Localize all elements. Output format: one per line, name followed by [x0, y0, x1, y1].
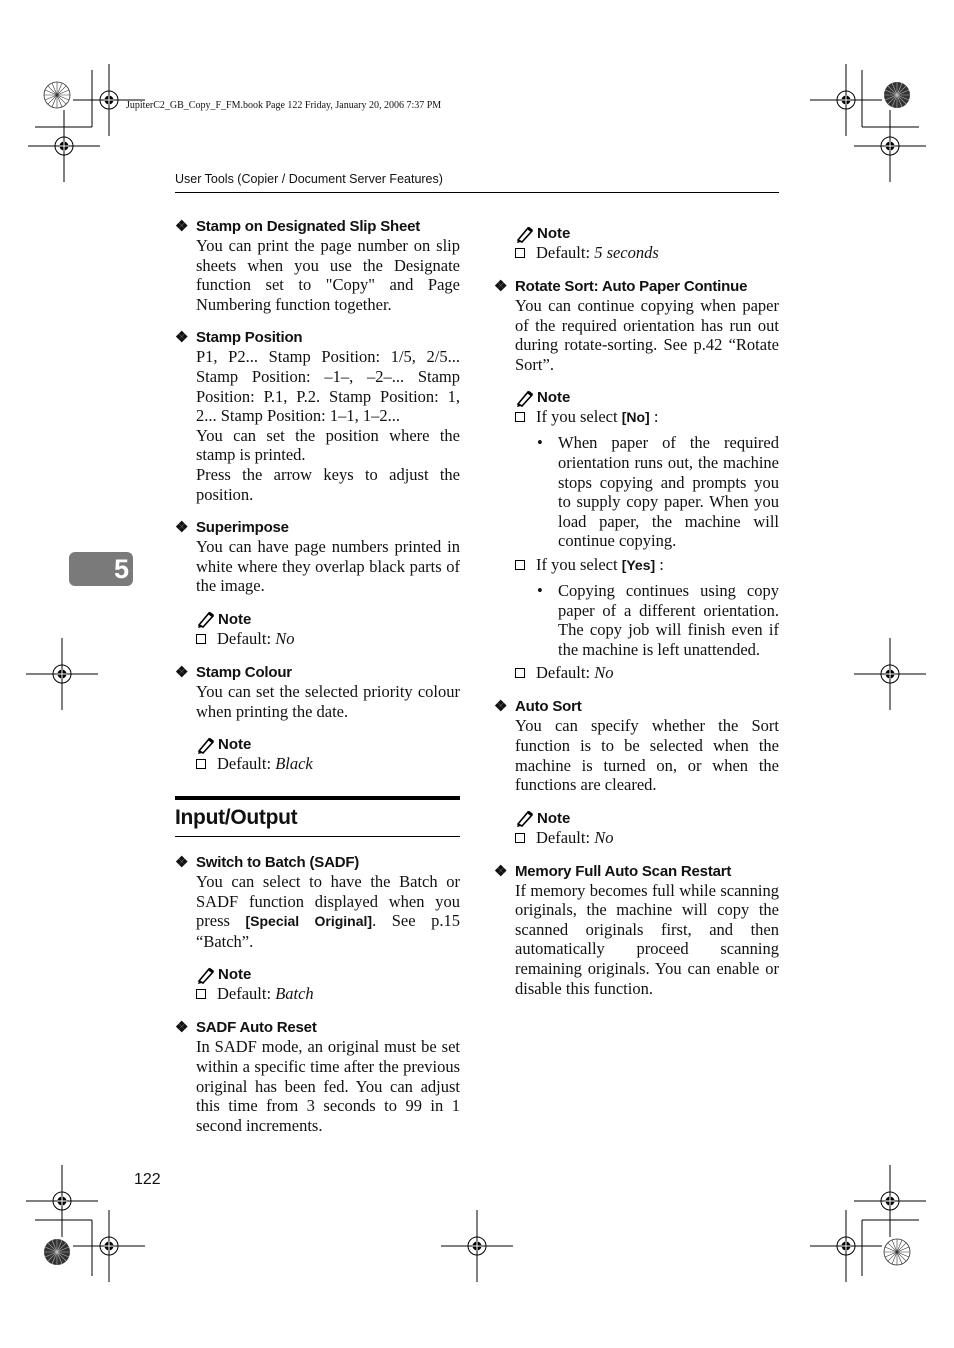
- note-auto-sort: [515, 809, 779, 848]
- item-stamp-colour: [175, 663, 460, 721]
- bullet-text: Copying continues using copy paper of a different orientation. The copy job will finish even if the machine is left unattended.: [558, 580, 779, 659]
- section-input-output: [175, 796, 460, 837]
- checkbox-square-icon: [515, 668, 525, 678]
- item-superimpose: [175, 518, 460, 596]
- diamond-bullet-icon: ❖: [175, 519, 189, 537]
- default-label: Default:: [217, 628, 272, 648]
- item-stamp-slip-sheet: [175, 217, 460, 314]
- list-item: [537, 433, 779, 551]
- item-body: P1, P2... Stamp Position: 1/5, 2/5... Stamp Position: –1–, –2–... Stamp Position: P.1, P.2. Stamp Position: 1, 2... Stamp Position: 1–1, 1–2...: [196, 347, 460, 426]
- default-value: Batch: [275, 984, 314, 1004]
- diamond-bullet-icon: ❖: [175, 1019, 189, 1037]
- default-label: Default:: [536, 663, 591, 683]
- item-body: You can print the page number on slip sheets when you use the Designate function set to "Copy" and Page Numbering function together.: [196, 236, 460, 314]
- diamond-bullet-icon: ❖: [175, 663, 189, 681]
- body-text-part: You can select to have the Batch or SADF function displayed when you press: [196, 872, 460, 931]
- diamond-bullet-icon: ❖: [175, 329, 189, 347]
- default-value: 5 seconds: [594, 243, 659, 262]
- note-switch-to-batch: [196, 965, 460, 1004]
- checkbox-square-icon: [515, 412, 525, 422]
- note-rotate-sort: [515, 388, 779, 683]
- chapter-tab: 5: [69, 552, 133, 586]
- item-stamp-position: [175, 328, 460, 504]
- item-body: If memory becomes full while scanning originals, the machine will copy the scanned originals first, and then automatically proceed scanning remaining originals. You can enable or disable this function.: [515, 880, 779, 998]
- pencil-icon: [515, 809, 535, 827]
- item-title: Memory Full Auto Scan Restart: [515, 862, 732, 880]
- default-label: Default:: [536, 243, 591, 262]
- item-body: You can have page numbers printed in white where they overlap black parts of the image.: [196, 537, 460, 596]
- page-number: 122: [134, 1171, 161, 1188]
- item-title: SADF Auto Reset: [196, 1019, 317, 1037]
- item-body: Press the arrow keys to adjust the position.: [196, 464, 460, 504]
- note-text: If you select: [536, 407, 618, 427]
- list-item: [537, 581, 779, 659]
- bullet-text: When paper of the required orientation runs out, the machine stops copying and prompts you to supply copy paper. When you load paper, the machine will continue copying.: [558, 433, 779, 551]
- header-rule: [175, 192, 779, 193]
- note-label: Note: [218, 966, 252, 984]
- item-title: Switch to Batch (SADF): [196, 854, 360, 872]
- note-superimpose: [196, 610, 460, 649]
- running-header: User Tools (Copier / Document Server Features): [175, 172, 443, 186]
- default-value: No: [594, 663, 614, 683]
- item-auto-sort: [494, 697, 779, 794]
- pencil-icon: [515, 225, 535, 243]
- default-value: Black: [275, 754, 313, 774]
- diamond-bullet-icon: ❖: [494, 862, 508, 880]
- key-label: [Yes]: [621, 556, 656, 573]
- item-body: You can specify whether the Sort function is to be selected when the machine is turned on, or when the functions are cleared.: [515, 716, 779, 795]
- right-column: [494, 224, 779, 1012]
- checkbox-square-icon: [515, 833, 525, 843]
- default-label: Default:: [217, 984, 272, 1004]
- item-title: Stamp Position: [196, 329, 303, 347]
- checkbox-square-icon: [196, 634, 206, 644]
- item-switch-to-batch: [175, 853, 460, 951]
- note-label: Note: [537, 809, 571, 827]
- item-title: Stamp Colour: [196, 663, 292, 681]
- diamond-bullet-icon: ❖: [175, 854, 189, 872]
- note-label: Note: [218, 610, 252, 628]
- key-label: [Special Original]: [245, 913, 373, 930]
- checkbox-square-icon: [515, 248, 525, 258]
- note-label: Note: [218, 736, 252, 754]
- note-stamp-colour: [196, 735, 460, 774]
- item-body: You can continue copying when paper of the required orientation has run out during rotate-sorting. See p.42 “Rotate Sort”.: [515, 296, 779, 374]
- note-text: :: [653, 407, 659, 427]
- key-label: [No]: [621, 409, 650, 426]
- note-label: Note: [537, 389, 571, 407]
- note-label: Note: [537, 225, 571, 242]
- item-sadf-auto-reset: [175, 1018, 460, 1135]
- bullet-dot-icon: •: [537, 580, 543, 600]
- diamond-bullet-icon: ❖: [175, 218, 189, 235]
- item-body: You can set the selected priority colour when printing the date.: [196, 681, 460, 721]
- pencil-icon: [196, 610, 216, 628]
- pencil-icon: [515, 389, 535, 407]
- default-label: Default:: [536, 827, 591, 847]
- item-body: In SADF mode, an original must be set within a specific time after the previous original has been fed. You can adjust this time from 3 seconds to 99 in 1 second increments.: [196, 1037, 460, 1135]
- default-value: No: [275, 628, 295, 648]
- default-value: No: [594, 827, 614, 847]
- default-label: Default:: [217, 754, 272, 774]
- item-title: Superimpose: [196, 519, 289, 537]
- diamond-bullet-icon: ❖: [494, 278, 508, 295]
- item-memory-full: [494, 862, 779, 999]
- item-body: [196, 872, 460, 951]
- pencil-icon: [196, 736, 216, 754]
- checkbox-square-icon: [196, 759, 206, 769]
- pencil-icon: [196, 966, 216, 984]
- item-body: You can set the position where the stamp is printed.: [196, 425, 460, 465]
- note-text: If you select: [536, 554, 618, 574]
- item-title: Stamp on Designated Slip Sheet: [196, 218, 421, 235]
- diamond-bullet-icon: ❖: [494, 698, 508, 716]
- section-title: Input/Output: [175, 806, 298, 830]
- checkbox-square-icon: [515, 560, 525, 570]
- file-info-line: JupiterC2_GB_Copy_F_FM.book Page 122 Friday, January 20, 2006 7:37 PM: [126, 100, 442, 111]
- left-column: [175, 217, 460, 1149]
- item-title: Auto Sort: [515, 698, 582, 716]
- body-text-part: . See p.15 “Batch”.: [196, 911, 461, 951]
- note-text: :: [659, 554, 664, 574]
- item-rotate-sort: [494, 277, 779, 374]
- note-top: [515, 224, 779, 263]
- item-title: Rotate Sort: Auto Paper Continue: [515, 278, 748, 295]
- bullet-dot-icon: •: [537, 433, 543, 453]
- checkbox-square-icon: [196, 989, 206, 999]
- section-rule-bottom: [175, 836, 460, 837]
